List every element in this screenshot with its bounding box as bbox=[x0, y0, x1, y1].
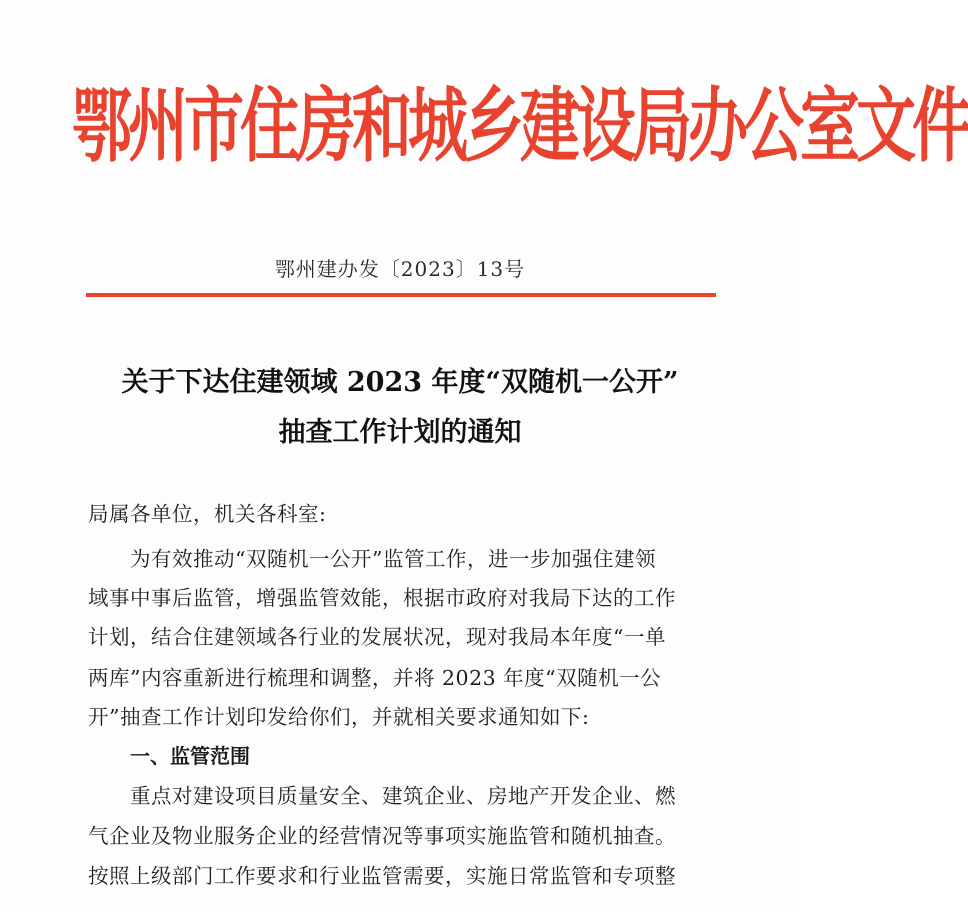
body-line: 开”抽查工作计划印发给你们，并就相关要求通知如下: bbox=[88, 705, 590, 729]
section-body-line: 气企业及物业服务企业的经营情况等事项实施监管和随机抽查。 bbox=[88, 824, 676, 848]
body-line: 计划，结合住建领域各行业的发展状况，现对我局本年度“一单 bbox=[88, 625, 666, 649]
salutation: 局属各单位，机关各科室: bbox=[88, 502, 327, 526]
section-heading: 一、监管范围 bbox=[130, 744, 250, 768]
document-number: 鄂州建办发〔2023〕13号 bbox=[274, 257, 526, 281]
notice-title-line-2: 抽查工作计划的通知 bbox=[278, 417, 522, 448]
notice-title-line-1: 关于下达住建领域 2023 年度“双随机一公开” bbox=[121, 367, 679, 398]
section-body-line: 按照上级部门工作要求和行业监管需要，实施日常监管和专项整 bbox=[88, 864, 676, 888]
body-line: 两库”内容重新进行梳理和调整，并将 2023 年度“双随机一公 bbox=[88, 666, 662, 690]
body-line: 为有效推动“双随机一公开”监管工作，进一步加强住建领 bbox=[130, 547, 656, 571]
section-body-line: 重点对建设项目质量安全、建筑企业、房地产开发企业、燃 bbox=[130, 784, 676, 808]
masthead-title: 鄂州市住房和城乡建设局办公室文件 bbox=[72, 79, 968, 175]
red-separator-line bbox=[86, 293, 716, 297]
body-line: 域事中事后监管，增强监管效能，根据市政府对我局下达的工作 bbox=[88, 586, 676, 610]
